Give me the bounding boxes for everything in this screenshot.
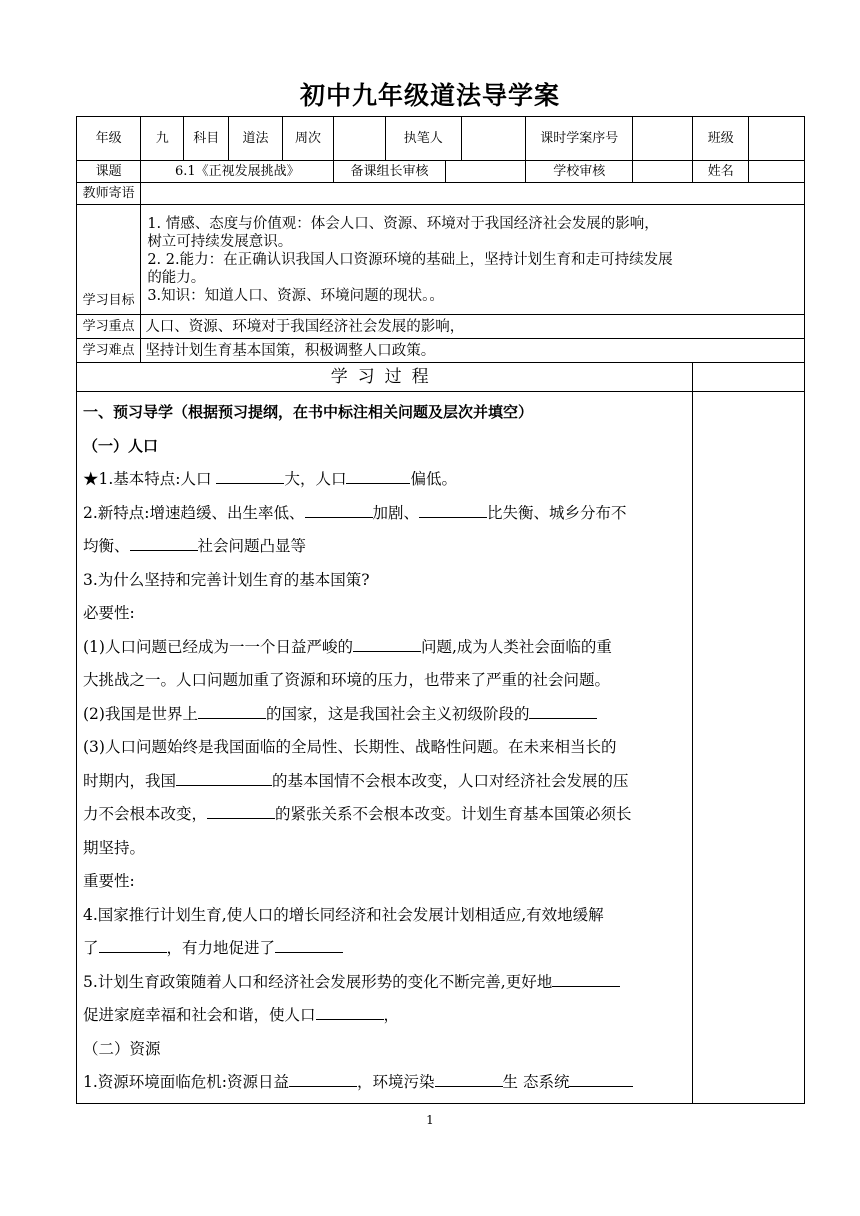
blank[interactable] [207, 804, 275, 819]
preview-heading: 一、预习导学（根据预习提纲，在书中标注相关问题及层次并填空） [83, 403, 534, 421]
blank[interactable] [305, 503, 373, 518]
goal-line: 的能力。 [147, 269, 206, 286]
goals-text [141, 205, 805, 315]
header-row-2 [77, 161, 805, 183]
group-review-label: 备课组长审核 [334, 161, 445, 183]
grade-label: 年级 [77, 117, 141, 161]
name-label: 姓名 [693, 161, 749, 183]
blank[interactable] [216, 469, 284, 484]
blank[interactable] [569, 1072, 633, 1087]
content-line: 了 ，有力地促进了 [83, 932, 686, 966]
content-line: (3)人口问题始终是我国面临的全局性、长期性、战略性问题。在未来相当长的 [83, 738, 617, 756]
key-points-label: 学习重点 [77, 315, 141, 339]
content-line: 大挑战之一。人口问题加重了资源和环境的压力，也带来了严重的社会问题。 [83, 671, 611, 689]
school-review-label: 学校审核 [526, 161, 633, 183]
population-heading: （一）人口 [83, 436, 159, 455]
process-title: 学习过程 [77, 363, 693, 392]
content-line: 均衡、 社会问题凸显等 [83, 537, 307, 555]
lesson-number-label: 课时学案序号 [526, 117, 633, 161]
content-line: 1.资源环境面临危机:资源日益 ，环境污染 生 态系统 [83, 1066, 686, 1100]
content-line: 力不会根本改变， 的紧张关系不会根本改变。计划生育基本国策必须长 [83, 805, 632, 823]
subject-label: 科目 [184, 117, 229, 161]
name-value[interactable] [749, 161, 805, 183]
content-line: 必要性: [83, 604, 135, 622]
teacher-message-label: 教师寄语 [77, 183, 141, 205]
content-line: 重要性: [83, 872, 135, 890]
content-line: 3.为什么坚持和完善计划生育的基本国策? [83, 570, 370, 589]
goals-label: 学习目标 [77, 205, 141, 315]
process-content [77, 392, 693, 1104]
blank[interactable] [176, 771, 272, 786]
topic-label: 课题 [77, 161, 141, 183]
content-line: 期坚持。 [83, 838, 146, 857]
resource-heading: （二）资源 [83, 1039, 161, 1058]
grade-value: 九 [141, 117, 184, 161]
blank[interactable] [275, 938, 343, 953]
goal-line: 2. 2.能力：在正确认识我国人口资源环境的基础上，坚持计划生育和走可持续发展 [147, 251, 673, 268]
content-line: 促进家庭幸福和社会和谐，使人口 ， [83, 1006, 400, 1024]
blank[interactable] [130, 536, 198, 551]
content-line: ★1.基本特点:人口 大，人口 偏低。 [83, 470, 457, 488]
blank[interactable] [316, 1005, 384, 1020]
week-label: 周次 [282, 117, 333, 161]
blank[interactable] [289, 1072, 357, 1087]
difficulty-value: 坚持计划生育基本国策，积极调整人口政策。 [141, 339, 805, 363]
blank[interactable] [552, 972, 620, 987]
week-value[interactable] [334, 117, 385, 161]
teacher-message-value[interactable] [141, 183, 805, 205]
page-number: 1 [426, 1113, 434, 1127]
author-label: 执笔人 [385, 117, 461, 161]
content-line: 2.新特点:增速趋缓、出生率低、 加剧、 比失衡、城乡分布不 [83, 503, 627, 522]
blank[interactable] [353, 637, 421, 652]
goals-row [77, 205, 805, 315]
study-plan-table [76, 116, 805, 1104]
content-line: 5.计划生育政策随着人口和经济社会发展形势的变化不断完善,更好地 [83, 966, 686, 1000]
key-points-value: 人口、资源、环境对于我国经济社会发展的影响， [141, 315, 805, 339]
header-row-1 [77, 117, 805, 161]
notes-column[interactable] [693, 392, 805, 1104]
blank[interactable] [198, 704, 266, 719]
class-value[interactable] [749, 117, 805, 161]
class-label: 班级 [693, 117, 749, 161]
group-review-value[interactable] [445, 161, 525, 183]
process-side-column [693, 363, 805, 392]
subject-value: 道法 [229, 117, 283, 161]
blank[interactable] [529, 704, 597, 719]
page-title: 初中九年级道法导学案 [299, 81, 560, 110]
content-line: (1)人口问题已经成为一一个日益严峻的 问题,成为人类社会面临的重 [83, 637, 612, 656]
blank[interactable] [435, 1072, 503, 1087]
content-line: (2)我国是世界上 的国家，这是我国社会主义初级阶段的 [83, 698, 686, 732]
blank[interactable] [419, 503, 487, 518]
process-content-row [77, 392, 805, 1104]
difficulty-row [77, 339, 805, 363]
teacher-message-row [77, 183, 805, 205]
goal-line: 1. 情感、态度与价值观：体会人口、资源、环境对于我国经济社会发展的影响， [147, 215, 659, 232]
key-points-row [77, 315, 805, 339]
process-header-row [77, 363, 805, 392]
topic-value: 6.1《正视发展挑战》 [141, 161, 334, 183]
school-review-value[interactable] [633, 161, 693, 183]
lesson-number-value[interactable] [633, 117, 693, 161]
author-value[interactable] [461, 117, 525, 161]
content-line: 时期内，我国 的基本国情不会根本改变，人口对经济社会发展的压 [83, 771, 629, 790]
difficulty-label: 学习难点 [77, 339, 141, 363]
content-line: 4.国家推行计划生育,使人口的增长同经济和社会发展计划相适应,有效地缓解 [83, 905, 604, 924]
blank[interactable] [99, 938, 167, 953]
goal-line: 树立可持续发展意识。 [147, 233, 293, 250]
blank[interactable] [346, 469, 410, 484]
goal-line: 3.知识：知道人口、资源、环境问题的现状。。 [147, 287, 444, 304]
